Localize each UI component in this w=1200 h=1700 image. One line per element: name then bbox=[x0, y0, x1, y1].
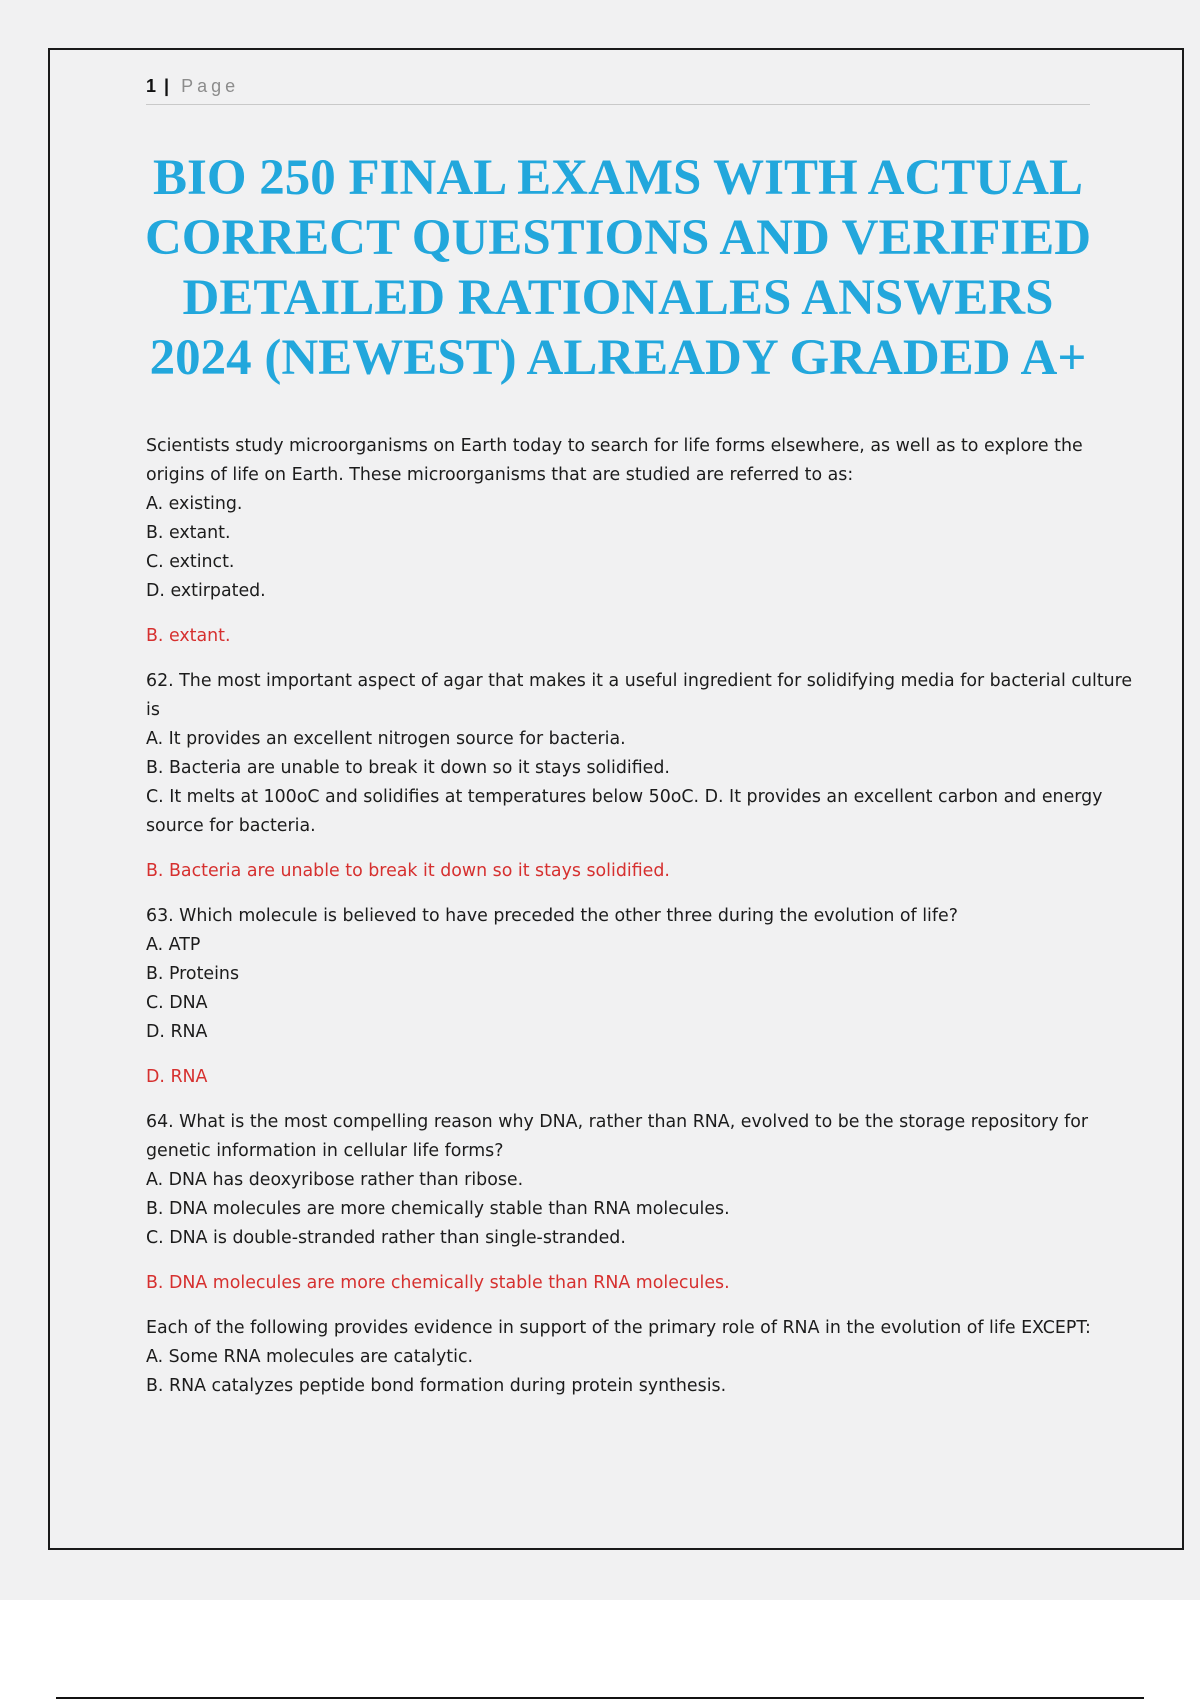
page-gap bbox=[0, 1600, 1200, 1700]
next-page-border bbox=[56, 1697, 1144, 1699]
question-option: B. Bacteria are unable to break it down so it stays solidified. bbox=[146, 758, 670, 778]
question-stem: 62. The most important aspect of agar that makes it a useful ingredient for solidifying media for bacterial culture is bbox=[146, 671, 1133, 720]
page-label: Page bbox=[181, 76, 240, 96]
question-stem: 64. What is the most compelling reason why DNA, rather than RNA, evolved to be the storage repository for genetic information in cellular life forms? bbox=[146, 1112, 1089, 1161]
question-stem: Each of the following provides evidence in support of the primary role of RNA in the evolution of life EXCEPT: bbox=[146, 1318, 1091, 1338]
answer-text: B. extant. bbox=[146, 626, 231, 646]
document-page bbox=[48, 48, 1184, 1550]
question-stem: Scientists study microorganisms on Earth today to search for life forms elsewhere, as well as to explore the origins of life on Earth. These microorganisms that are studied are referred to as: bbox=[146, 436, 1083, 485]
title-line: DETAILED RATIONALES ANSWERS bbox=[182, 270, 1054, 326]
page-header bbox=[146, 76, 1090, 105]
question-block bbox=[146, 667, 1136, 841]
question-option: B. DNA molecules are more chemically stable than RNA molecules. bbox=[146, 1199, 730, 1219]
question-block bbox=[146, 1108, 1136, 1253]
question-option: A. Some RNA molecules are catalytic. bbox=[146, 1347, 474, 1367]
question-block bbox=[146, 432, 1136, 606]
question-option: A. ATP bbox=[146, 935, 201, 955]
question-stem: 63. Which molecule is believed to have preceded the other three during the evolution of life? bbox=[146, 906, 958, 926]
question-option: C. It melts at 100oC and solidifies at temperatures below 50oC. D. It provides an excellent carbon and energy source for bacteria. bbox=[146, 787, 1103, 836]
question-option: B. Proteins bbox=[146, 964, 240, 984]
questions-list bbox=[146, 432, 1136, 1417]
document-title bbox=[110, 148, 1126, 388]
question-option: A. It provides an excellent nitrogen source for bacteria. bbox=[146, 729, 626, 749]
question-option: A. DNA has deoxyribose rather than ribose. bbox=[146, 1170, 524, 1190]
page-number: 1 bbox=[146, 76, 157, 96]
question-option: D. RNA bbox=[146, 1022, 208, 1042]
title-line: BIO 250 FINAL EXAMS WITH ACTUAL bbox=[153, 150, 1083, 206]
question-option: C. DNA bbox=[146, 993, 208, 1013]
title-line: CORRECT QUESTIONS AND VERIFIED bbox=[144, 210, 1092, 266]
question-block bbox=[146, 902, 1136, 1047]
answer-text: B. DNA molecules are more chemically stable than RNA molecules. bbox=[146, 1273, 730, 1293]
question-option: C. DNA is double-stranded rather than single-stranded. bbox=[146, 1228, 626, 1248]
question-option: B. extant. bbox=[146, 523, 231, 543]
answer-text: D. RNA bbox=[146, 1067, 208, 1087]
title-line: 2024 (NEWEST) ALREADY GRADED A+ bbox=[149, 330, 1087, 386]
question-option: B. RNA catalyzes peptide bond formation during protein synthesis. bbox=[146, 1376, 727, 1396]
answer-text: B. Bacteria are unable to break it down so it stays solidified. bbox=[146, 861, 670, 881]
question-option: A. existing. bbox=[146, 494, 243, 514]
question-option: C. extinct. bbox=[146, 552, 235, 572]
page-separator: | bbox=[164, 76, 170, 96]
question-block bbox=[146, 1314, 1136, 1401]
question-option: D. extirpated. bbox=[146, 581, 266, 601]
